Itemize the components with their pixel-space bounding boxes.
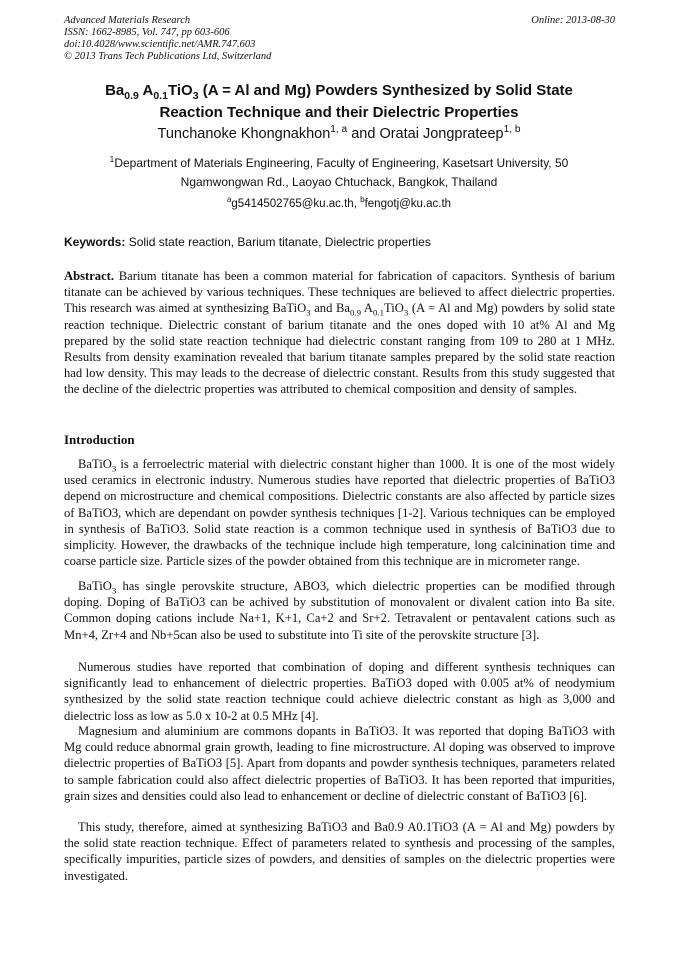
- paper-title: [60, 80, 618, 124]
- title-line-2: Reaction Technique and their Dielectric Properties: [159, 104, 519, 121]
- journal-name: Advanced Materials Research: [64, 15, 191, 26]
- section-heading-introduction: Introduction: [64, 432, 135, 447]
- intro-paragraph-4: Magnesium and aluminium are commons dopants in BaTiO3. It was reported that doping BaTiO3 with Mg could reduce abnormal grain growth, leading to fine microstructure. Al doping was observed to improve dielectric properties of BaTiO3 [5]. Apart from dopants and powder synthesis techniques, parameters related to sample fabrication could also affect dielectric properties of BaTiO3. It has been reported that impurities, grain sizes and densities could also lead to enhancement or decline of dielectric constant of BaTiO3 [6].: [64, 724, 615, 803]
- intro-paragraph-3: Numerous studies have reported that combination of doping and different synthesis techniques can significantly lead to enhancement of dielectric properties. BaTiO3 doped with 0.005 at% of neodymium synthesized by the solid state reaction technique could achieve dielectric constant as high as 3,000 and dielectric loss as low as 5.0 x 10-2 at 0.5 MHz [4].: [64, 660, 615, 723]
- doi: doi:10.4028/www.scientific.net/AMR.747.603: [64, 39, 256, 50]
- abstract: Abstract. Barium titanate has been a common material for fabrication of capacitors. Synthesis of barium titanate can be achieved by various techniques. These techniques are believed to affect dielectric properties. This research was aimed at synthesizing BaTiO$_3$ and $Ba_{0.9}$ $A_{0.1}TiO_3$ (A = Al and Mg) powders by solid state reaction technique. Dielectric constant of barium titanate and the ones doped with 10 at% Al and Mg prepared by the solid state reaction technique had dielectric constant ranging from 109 to 280 at 1 MHz. Results from density examination revealed that barium titanate samples prepared by the solid state reaction had low density. This may leads to the decrease of dielectric constant. Results from this study suggested that the decline of the dielectric properties was attributed to chemical composition and density of samples.: [64, 269, 616, 397]
- intro-paragraph-1: BaTiO$_3$ is a ferroelectric material with dielectric constant higher than 1000. It is one of the most widely used ceramics in electronic industry. Numerous studies have reported that dielectric properties of BaTiO3 depend on microstructure and chemical compositions. Dielectric constants are also affected by particle sizes of BaTiO3, which are dependant on powder synthesis techniques [1-2]. Various techniques can be employed in synthesis of BaTiO3. Solid state reaction is a common technique used in synthesis of BaTiO3 due to simplicity. However, the drawbacks of the technique include high temperature, long calcinination time and coarse particle size. Particle sizes of the powder obtained from this technique are in micrometer range.: [64, 457, 615, 569]
- keywords-text: Solid state reaction, Barium titanate, Dielectric properties: [128, 235, 431, 249]
- online-date: Online: 2013-08-30: [531, 15, 615, 26]
- keywords-label: Keywords:: [64, 235, 126, 249]
- keywords: [64, 235, 615, 249]
- author-2: Oratai Jongprateep: [379, 126, 504, 142]
- author-emails: $^a$g5414502765@ku.ac.th, $^b$fengotj@ku.ac.th: [226, 195, 452, 210]
- abstract-label: Abstract.: [64, 269, 115, 283]
- journal-header: [64, 15, 271, 63]
- affiliation: $^1$Department of Materials Engineering, Faculty of Engineering, Kasetsart University, 50 Ngamwongwan Rd., Laoyao Chtuchack, Bangkok, Thailand: [109, 154, 569, 189]
- issn: ISSN: 1662-8985, Vol. 747, pp 603-606: [64, 27, 230, 38]
- authors: Tunchanoke Khongnakhon$^{1, a}$ and Oratai Jongprateep$^{1, b}$: [157, 124, 521, 142]
- intro-paragraph-2: BaTiO$_3$ has single perovskite structure, ABO3, which dielectric properties can be modified through doping. Doping of BaTiO3 can be achived by substitution of monovalent or divalent cation into Ba site. Common doping cations include Na+1, K+1, Ca+2 and Sr+2. Tetravalent or pentavalent cations such as Mn+4, Zr+4 and Nb+5can also be used to substitute into Ti site of the perovskite structure [3].: [64, 579, 615, 642]
- title-line-1: $Ba_{0.9}$ $A_{0.1}TiO_3$ (A = Al and Mg) Powders Synthesized by Solid State: [105, 82, 573, 102]
- author-1: Tunchanoke Khongnakhon: [157, 126, 331, 142]
- intro-paragraph-5: This study, therefore, aimed at synthesizing BaTiO3 and Ba0.9 A0.1TiO3 (A = Al and Mg) powders by the solid state reaction technique. Effect of parameters related to synthesis and processing of the samples, specifically impurities, particle sizes of powders, and densities of samples on the dielectric properties were investigated.: [64, 820, 615, 883]
- copyright: © 2013 Trans Tech Publications Ltd, Switzerland: [64, 51, 272, 62]
- email-b: fengotj@ku.ac.th: [364, 198, 452, 210]
- email-a: g5414502765@ku.ac.th,: [231, 198, 357, 210]
